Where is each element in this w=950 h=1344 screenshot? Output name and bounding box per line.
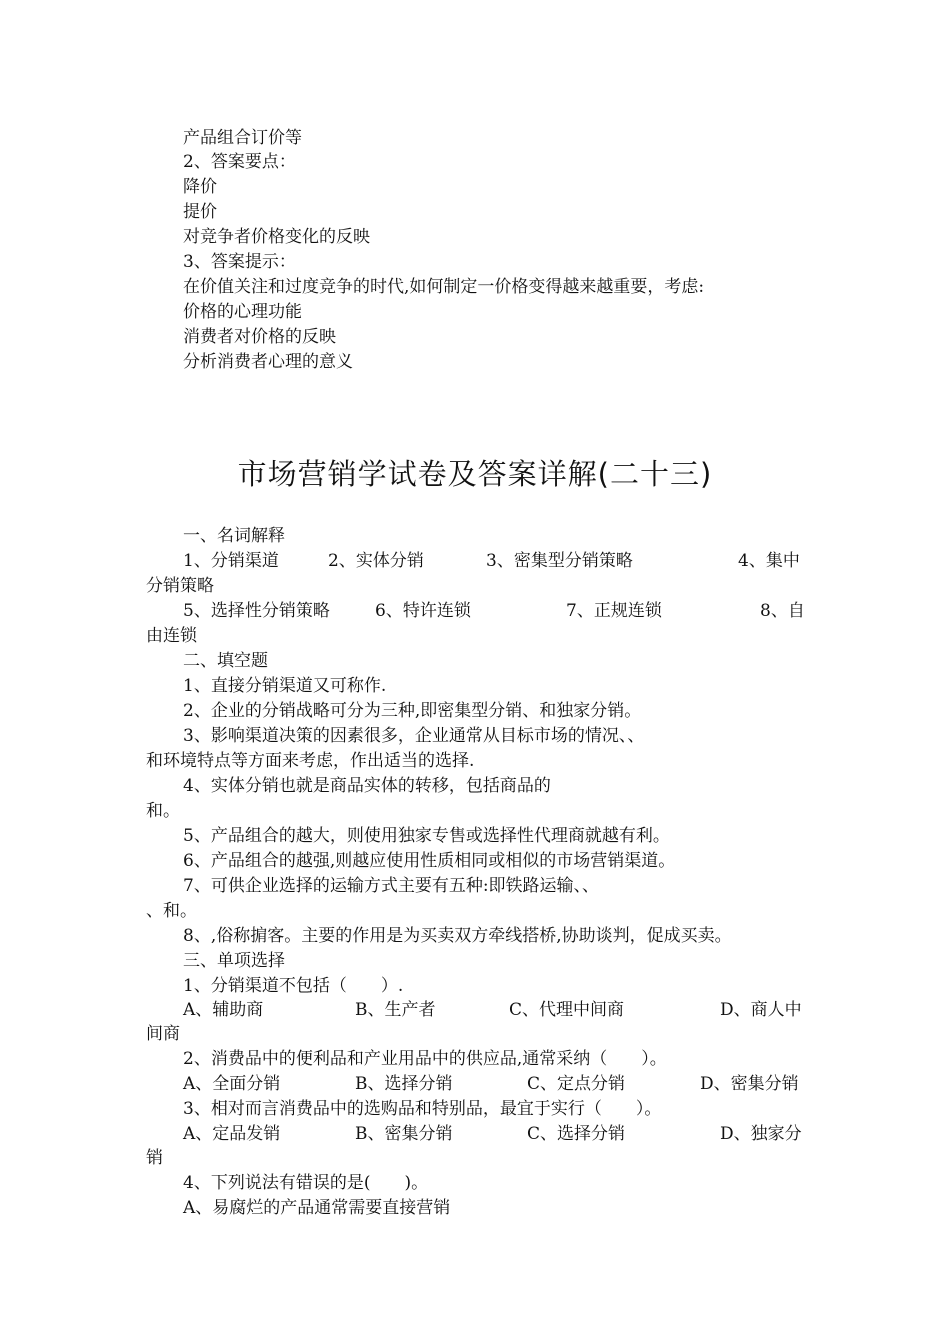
answer-point: 消费者对价格的反映 [183,327,336,347]
choice-question: 2、消费品中的便利品和产业用品中的供应品,通常采纳（ ）。 [183,1049,667,1069]
fill-question: 3、影响渠道决策的因素很多，企业通常从目标市场的情况、、 [183,726,645,746]
fill-question: 5、产品组合的越大，则使用独家专售或选择性代理商就越有利。 [183,826,670,846]
fill-question: 8、,俗称掮客。主要的作用是为买卖双方牵线搭桥,协助谈判，促成买卖。 [183,926,732,946]
answer-point: 价格的心理功能 [183,302,302,322]
term-item: 2、实体分销 [328,551,424,571]
choice-option: D、密集分销 [700,1074,799,1094]
answer-heading: 3、答案提示： [183,252,296,272]
choice-option: C、选择分销 [527,1124,626,1144]
term-item: 6、特许连锁 [375,601,471,621]
answer-line: 产品组合订价等 [183,128,302,148]
fill-question: 2、企业的分销战略可分为三种,即密集型分销、和独家分销。 [183,701,642,721]
answer-intro: 在价值关注和过度竞争的时代,如何制定一价格变得越来越重要，考虑: [183,277,705,297]
fill-question: 4、实体分销也就是商品实体的转移，包括商品的 [183,776,551,796]
exam-title: 市场营销学试卷及答案详解(二十三) [237,457,713,491]
term-item: 3、密集型分销策略 [486,551,633,571]
fill-question: 7、可供企业选择的运输方式主要有五种:即铁路运输、、 [183,876,600,896]
choice-option: B、密集分销 [355,1124,453,1144]
term-item: 5、选择性分销策略 [183,601,330,621]
answer-point: 提价 [183,202,217,222]
term-item: 7、正规连锁 [566,601,662,621]
choice-question: 3、相对而言消费品中的选购品和特别品，最宜于实行（ ）。 [183,1099,662,1119]
choice-option: D、商人中 [720,1000,802,1020]
choice-option: A、定品发销 [183,1124,281,1144]
choice-option: A、易腐烂的产品通常需要直接营销 [183,1198,451,1218]
section-heading: 一、名词解释 [183,526,285,546]
choice-option: A、辅助商 [183,1000,264,1020]
choice-option: C、代理中间商 [509,1000,625,1020]
choice-option: B、选择分销 [355,1074,453,1094]
fill-question: 6、产品组合的越强,则越应使用性质相同或相似的市场营销渠道。 [183,851,676,871]
choice-option: C、定点分销 [527,1074,626,1094]
answer-heading: 2、答案要点： [183,152,296,172]
fill-question-continuation: 和环境特点等方面来考虑，作出适当的选择. [146,751,475,771]
choice-option-continuation: 间商 [146,1024,180,1044]
section-heading: 二、填空题 [183,651,268,671]
choice-option: B、生产者 [355,1000,436,1020]
term-item: 4、集中 [738,551,800,571]
answer-point: 对竞争者价格变化的反映 [183,227,370,247]
term-continuation: 由连锁 [146,626,197,646]
choice-option-continuation: 销 [146,1148,163,1168]
answer-point: 分析消费者心理的意义 [183,352,353,372]
term-item: 1、分销渠道 [183,551,279,571]
fill-question-continuation: 和。 [146,801,180,821]
choice-question: 4、下列说法有错误的是( )。 [183,1173,429,1193]
choice-question: 1、分销渠道不包括（ ）. [183,976,404,996]
fill-question: 1、直接分销渠道又可称作. [183,676,387,696]
section-heading: 三、单项选择 [183,951,285,971]
term-item: 8、自 [760,601,805,621]
answer-point: 降价 [183,177,217,197]
choice-option: A、全面分销 [183,1074,281,1094]
fill-question-continuation: 、和。 [146,901,197,921]
choice-option: D、独家分 [720,1124,802,1144]
term-continuation: 分销策略 [146,576,214,596]
